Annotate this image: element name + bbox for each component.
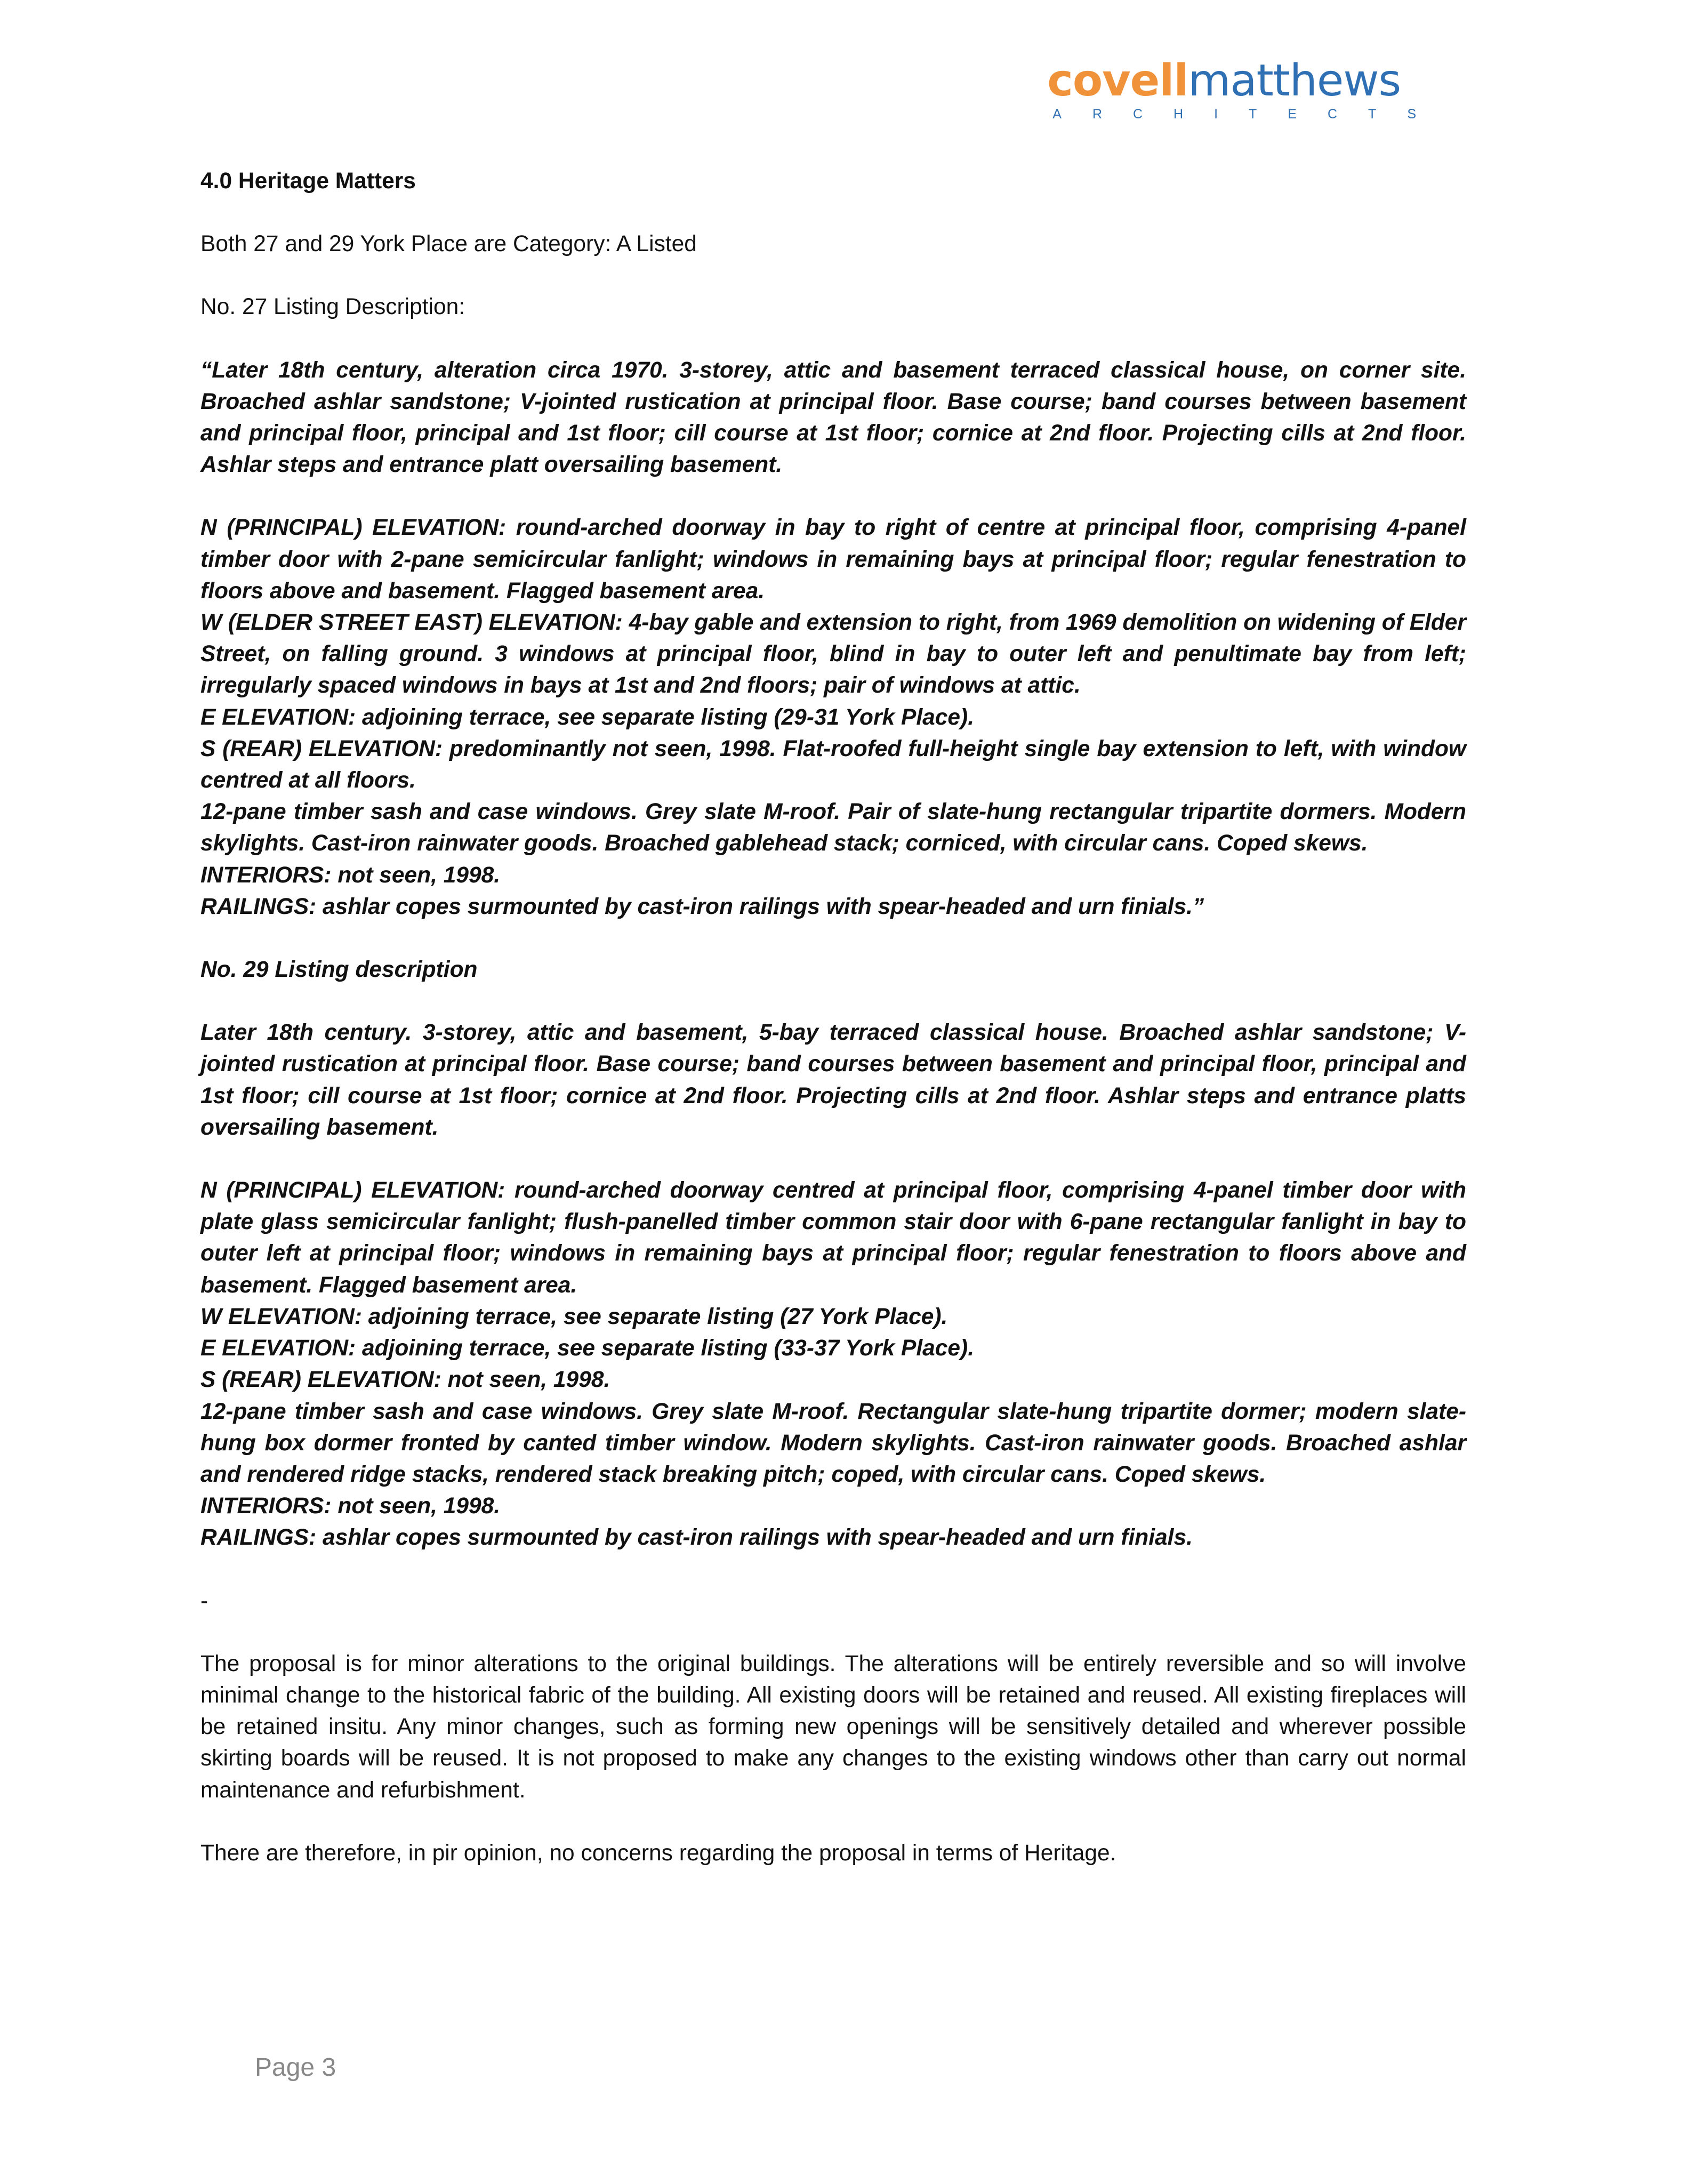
no27-summary-paragraph: “Later 18th century, alteration circa 1970. 3-storey, attic and basement terraced classical house, on corner site. Broached ashlar sandstone; V-jointed rustication at principal floor. Base course; band courses between basement and principal floor, principal and 1st floor; cill course at 1st floor; cornice at 2nd floor. Projecting cills at 2nd floor. Ashlar steps and entrance platt oversailing basement. [200, 357, 1466, 478]
conclusion-paragraph: There are therefore, in pir opinion, no concerns regarding the proposal in terms of Heritage. [200, 1840, 1116, 1866]
no29-line: S (REAR) ELEVATION: not seen, 1998. [200, 1367, 610, 1393]
logo-word-covell: covell [1047, 55, 1188, 106]
no29-summary-paragraph: Later 18th century. 3-storey, attic and basement, 5-bay terraced classical house. Broached ashlar sandstone; V-jointed rustication at principal floor. Base course; band courses between basement and principal floor, principal and 1st floor; cill course at 1st floor; cornice at 2nd floor. Projecting cills at 2nd floor. Ashlar steps and entrance platts oversailing basement. [200, 1020, 1466, 1140]
no27-elevations-block [200, 512, 1466, 922]
logo-word-matthews: matthews [1188, 55, 1401, 106]
no27-line: N (PRINCIPAL) ELEVATION: round-arched doorway in bay to right of centre at principal floor, comprising 4-panel timber door with 2-pane semicircular fanlight; windows in remaining bays at principal floor; regular fenestration to floors above and basement. Flagged basement area. [200, 515, 1466, 604]
no27-line: S (REAR) ELEVATION: predominantly not seen, 1998. Flat-roofed full-height single bay extension to left, with window centred at all floors. [200, 736, 1466, 793]
document-body [200, 165, 1466, 1900]
page-number: Page 3 [255, 2053, 336, 2082]
company-logo [1047, 55, 1447, 122]
no27-line: RAILINGS: ashlar copes surmounted by cast-iron railings with spear-headed and urn finials.” [200, 894, 1204, 919]
logo-wordmark [1047, 55, 1447, 106]
no29-line: W ELEVATION: adjoining terrace, see separate listing (27 York Place). [200, 1304, 948, 1329]
no27-line: E ELEVATION: adjoining terrace, see separate listing (29-31 York Place). [200, 704, 975, 730]
no29-line: INTERIORS: not seen, 1998. [200, 1494, 501, 1519]
intro-text: Both 27 and 29 York Place are Category: A Listed [200, 231, 697, 257]
no27-line: 12-pane timber sash and case windows. Grey slate M-roof. Pair of slate-hung rectangular tripartite dormers. Modern skylights. Cast-iron rainwater goods. Broached gablehead stack; corniced, with circular cans. Coped skews. [200, 799, 1466, 856]
separator-dash: - [200, 1588, 208, 1613]
no29-label: No. 29 Listing description [200, 957, 478, 983]
section-heading: 4.0 Heritage Matters [200, 168, 416, 194]
no29-line: RAILINGS: ashlar copes surmounted by cast-iron railings with spear-headed and urn finials. [200, 1525, 1193, 1551]
no29-elevations-block [200, 1175, 1466, 1553]
logo-subtitle: ARCHITECTS [1052, 107, 1447, 122]
no27-line: W (ELDER STREET EAST) ELEVATION: 4-bay gable and extension to right, from 1969 demolition on widening of Elder Street, on falling ground. 3 windows at principal floor, blind in bay to outer left and penultimate bay from left; irregularly spaced windows in bays at 1st and 2nd floors; pair of windows at attic. [200, 610, 1466, 698]
no29-line: E ELEVATION: adjoining terrace, see separate listing (33-37 York Place). [200, 1336, 975, 1361]
no29-line: N (PRINCIPAL) ELEVATION: round-arched doorway centred at principal floor, comprising 4-panel timber door with plate glass semicircular fanlight; flush-panelled timber common stair door with 6-pane rectangular fanlight in bay to outer left at principal floor; windows in remaining bays at principal floor; regular fenestration to floors above and basement. Flagged basement area. [200, 1178, 1466, 1298]
no27-label: No. 27 Listing Description: [200, 294, 465, 320]
no29-line: 12-pane timber sash and case windows. Grey slate M-roof. Rectangular slate-hung tripartite dormer; modern slate-hung box dormer fronted by canted timber window. Modern skylights. Cast-iron rainwater goods. Broached ashlar and rendered ridge stacks, rendered stack breaking pitch; coped, with circular cans. Coped skews. [200, 1399, 1466, 1487]
no27-line: INTERIORS: not seen, 1998. [200, 862, 501, 888]
proposal-paragraph: The proposal is for minor alterations to the original buildings. The alterations will be entirely reversible and so will involve minimal change to the historical fabric of the building. All existing doors will be retained and reused. All existing fireplaces will be retained insitu. Any minor changes, such as forming new openings will be sensitively detailed and wherever possible skirting boards will be reused. It is not proposed to make any changes to the existing windows other than carry out normal maintenance and refurbishment. [200, 1651, 1466, 1803]
